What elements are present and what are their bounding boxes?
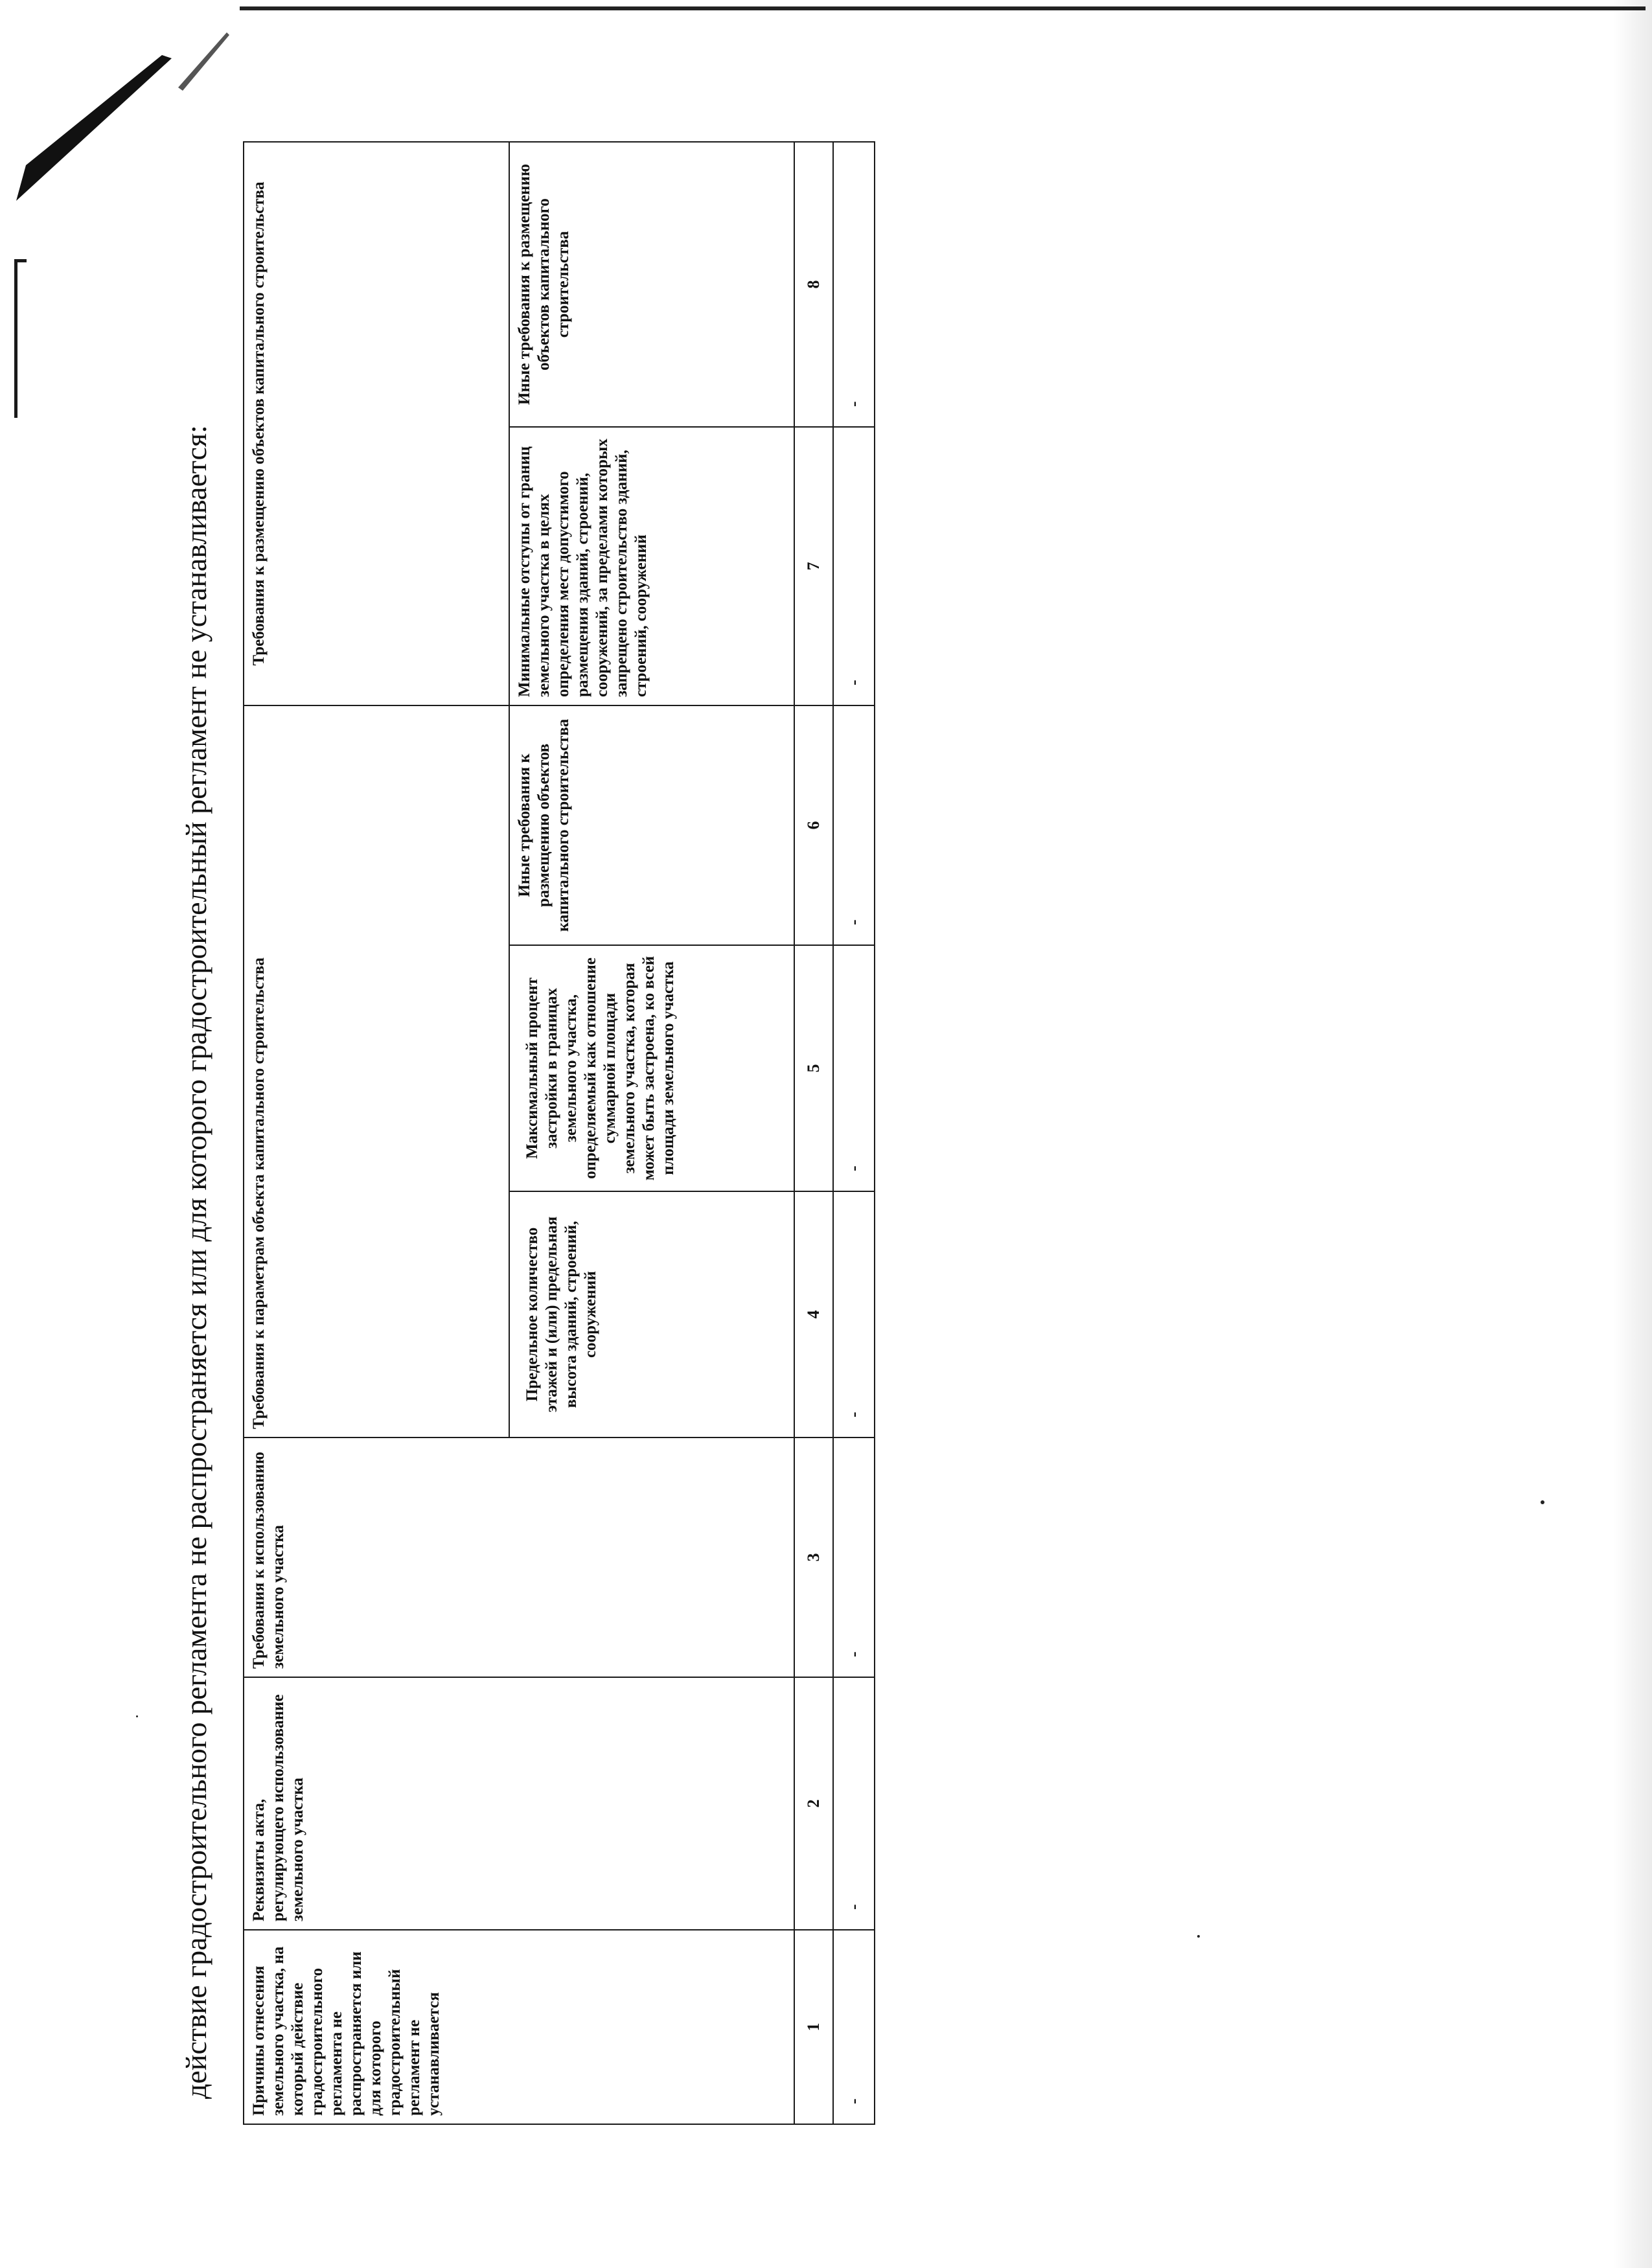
column-number: 5 (794, 945, 833, 1191)
subheader-max-coverage: Максимальный процент застройки в границах земельного участка, определяемый как отношение суммарной площади земельного участка, которая может быть застроена, ко всей площади земельного участка (509, 945, 794, 1191)
table-cell: - (833, 1930, 875, 2124)
scan-edge-shadow (1613, 0, 1652, 2268)
column-number: 7 (794, 427, 833, 705)
table-cell: - (833, 945, 875, 1191)
scan-speck (136, 1715, 138, 1717)
column-number: 3 (794, 1438, 833, 1677)
scan-top-border (240, 6, 1646, 10)
table-header-row (244, 142, 509, 2124)
header-reason: Причины отнесения земельного участка, на который действие градостроительного регламента не распространяется или для которого градостроительный регламент не устанавливается (244, 1930, 794, 2124)
table-cell: - (833, 142, 875, 427)
subheader-other-requirements: Иные требования к размещению объектов капитального строительства (509, 705, 794, 945)
table-cell: - (833, 1438, 875, 1677)
scan-speck (1197, 1935, 1200, 1938)
table-cell: - (833, 1677, 875, 1930)
header-land-use-requirements: Требования к использованию земельного участка (244, 1438, 794, 1677)
column-number: 8 (794, 142, 833, 427)
column-number: 4 (794, 1191, 833, 1438)
scan-edge-mark (14, 259, 27, 418)
column-number: 6 (794, 705, 833, 945)
subheader-min-setbacks: Минимальные отступы от границ земельного участка в целях определения мест допустимого размещения зданий, строений, сооружений, за пределами которых запрещено строительство зданий, строений, сооружений (509, 427, 794, 705)
subheader-other-placement-requirements: Иные требования к размещению объектов капитального строительства (509, 142, 794, 427)
scan-speck (1541, 1500, 1544, 1504)
table-cell: - (833, 705, 875, 945)
table-cell: - (833, 1191, 875, 1438)
header-object-parameters: Требования к параметрам объекта капитального строительства (244, 705, 509, 1438)
column-number-row (794, 142, 833, 2124)
regulation-table (243, 141, 875, 2125)
column-number: 1 (794, 1930, 833, 2124)
column-number: 2 (794, 1677, 833, 1930)
header-object-placement: Требования к размещению объектов капитального строительства (244, 142, 509, 705)
table-cell: - (833, 427, 875, 705)
page-title: действие градостроительного регламента не распространяется или для которого градостроительный регламент не устанавливается: (179, 425, 212, 2099)
header-act-details: Реквизиты акта, регулирующего использование земельного участка (244, 1677, 794, 1930)
subheader-floors-height: Предельное количество этажей и (или) предельная высота зданий, строений, сооружений (509, 1191, 794, 1438)
rotated-page-content (165, 78, 1046, 2151)
table-row (833, 142, 875, 2124)
